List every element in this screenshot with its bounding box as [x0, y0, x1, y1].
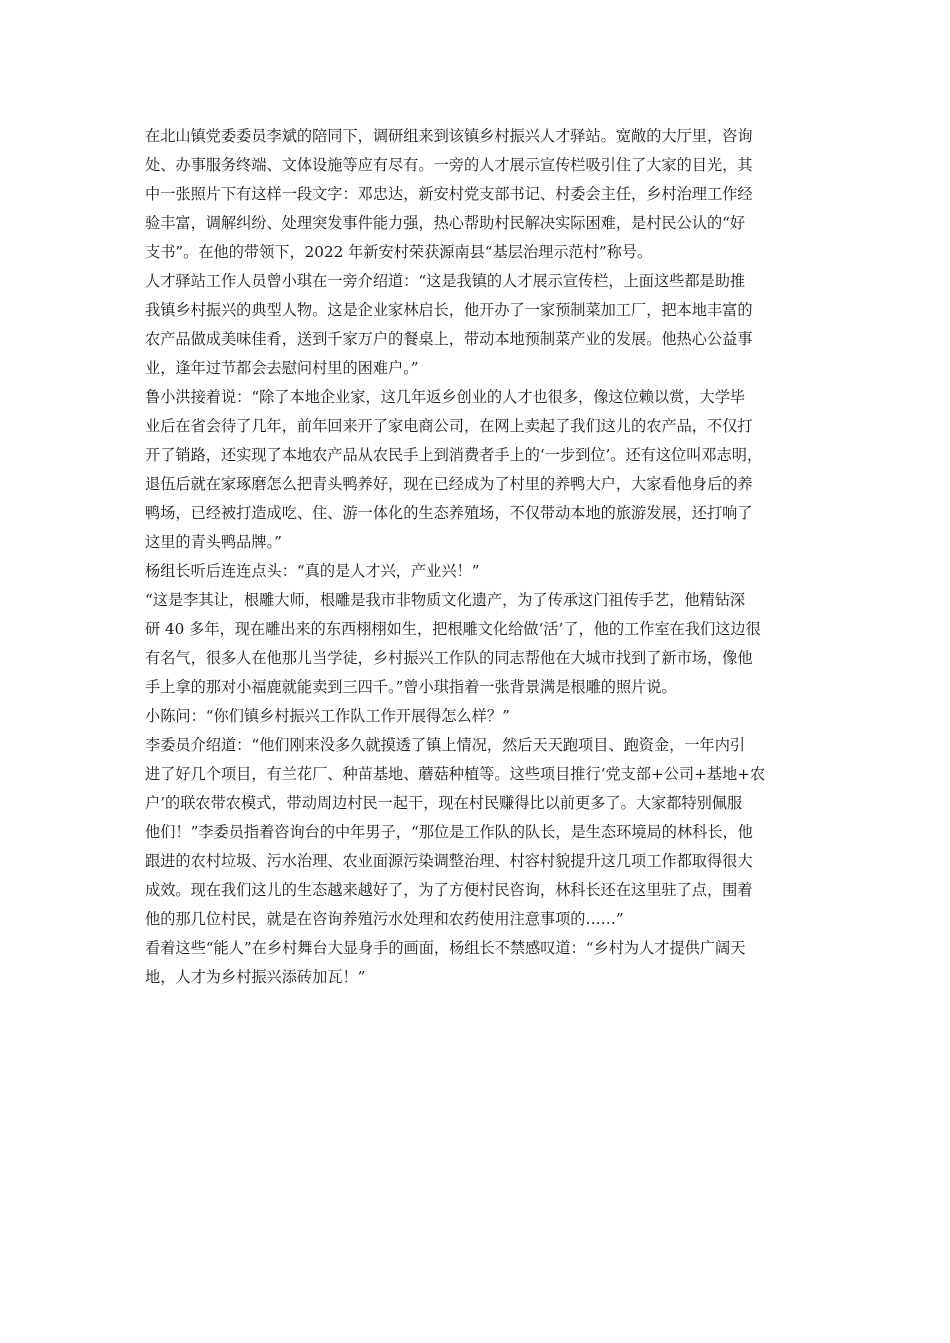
- text-line: 中一张照片下有这样一段文字：邓忠达，新安村党支部书记、村委会主任，乡村治理工作经: [145, 185, 753, 203]
- document-body: [145, 122, 845, 992]
- paragraph: [145, 934, 845, 992]
- text-line: 人才驿站工作人员曾小琪在一旁介绍道：“这是我镇的人才展示宣传栏，上面这些都是助推: [145, 272, 746, 290]
- text-line: 鸭场，已经被打造成吃、住、游一体化的生态养殖场，不仅带动本地的旅游发展，还打响了: [145, 504, 753, 522]
- text-line: 业，逢年过节都会去慰问村里的困难户。”: [145, 359, 419, 377]
- text-line: 杨组长听后连连点头：“真的是人才兴，产业兴！”: [145, 562, 480, 580]
- text-line: 他们！”李委员指着咨询台的中年男子，“那位是工作队的队长，是生态环境局的林科长，他: [145, 823, 753, 841]
- text-line: 在北山镇党委委员李斌的陪同下，调研组来到该镇乡村振兴人才驿站。宽敞的大厅里，咨询: [145, 127, 753, 145]
- text-line: “这是李其让，根雕大师，根雕是我市非物质文化遗产，为了传承这门祖传手艺，他精钻深: [145, 591, 746, 609]
- text-line: 小陈问：“你们镇乡村振兴工作队工作开展得怎么样？”: [145, 707, 510, 725]
- text-line: 农产品做成美味佳肴，送到千家万户的餐桌上，带动本地预制菜产业的发展。他热心公益事: [145, 330, 753, 348]
- text-line: 开了销路，还实现了本地农产品从农民手上到消费者手上的‘一步到位’。还有这位叫邓志明，: [145, 446, 763, 464]
- text-line: 跟进的农村垃圾、污水治理、农业面源污染调整治理、村容村貌提升这几项工作都取得很大: [145, 852, 753, 870]
- text-line: 处、办事服务终端、文体设施等应有尽有。一旁的人才展示宣传栏吸引住了大家的目光，其: [145, 156, 753, 174]
- text-line: 地，人才为乡村振兴添砖加瓦！”: [145, 968, 366, 986]
- paragraph: [145, 383, 845, 557]
- text-line: 验丰富，调解纠纷、处理突发事件能力强，热心帮助村民解决实际困难，是村民公认的“好: [145, 214, 746, 232]
- text-line: 成效。现在我们这儿的生态越来越好了，为了方便村民咨询，林科长还在这里驻了点，围着: [145, 881, 753, 899]
- text-line: 户’的联农带农模式，带动周边村民一起干，现在村民赚得比以前更多了。大家都特别佩服: [145, 794, 743, 812]
- text-line: 他的那几位村民，就是在咨询养殖污水处理和农药使用注意事项的……”: [145, 910, 624, 928]
- text-line: 这里的青头鸭品牌。”: [145, 533, 282, 551]
- text-line: 支书”。在他的带领下，2022 年新安村荣获源南县“基层治理示范村”称号。: [145, 243, 653, 261]
- text-line: 我镇乡村振兴的典型人物。这是企业家林启长，他开办了一家预制菜加工厂，把本地丰富的: [145, 301, 753, 319]
- paragraph: [145, 267, 845, 383]
- text-line: 有名气，很多人在他那儿当学徒，乡村振兴工作队的同志帮他在大城市找到了新市场，像他: [145, 649, 753, 667]
- text-line: 李委员介绍道：“他们刚来没多久就摸透了镇上情况，然后天天跑项目、跑资金，一年内引: [145, 736, 746, 754]
- paragraph: [145, 557, 845, 586]
- text-line: 业后在省会待了几年，前年回来开了家电商公司，在网上卖起了我们这儿的农产品，不仅打: [145, 417, 753, 435]
- text-line: 鲁小洪接着说：“除了本地企业家，这几年返乡创业的人才也很多，像这位赖以赏，大学毕: [145, 388, 746, 406]
- text-line: 手上拿的那对小福鹿就能卖到三四千。”曾小琪指着一张背景满是根雕的照片说。: [145, 678, 677, 696]
- text-line: 研 40 多年，现在雕出来的东西栩栩如生，把根雕文化给做‘活’了，他的工作室在我们这边很: [145, 620, 761, 638]
- paragraph: [145, 731, 845, 934]
- text-line: 进了好几个项目，有兰花厂、种苗基地、蘑菇种植等。这些项目推行‘党支部+公司+基地+农: [145, 765, 766, 783]
- paragraph: [145, 702, 845, 731]
- text-line: 退伍后就在家琢磨怎么把青头鸭养好，现在已经成为了村里的养鸭大户，大家看他身后的养: [145, 475, 753, 493]
- paragraph: [145, 122, 845, 267]
- text-line: 看着这些“能人”在乡村舞台大显身手的画面，杨组长不禁感叹道：“乡村为人才提供广阔天: [145, 939, 746, 957]
- paragraph: [145, 586, 845, 702]
